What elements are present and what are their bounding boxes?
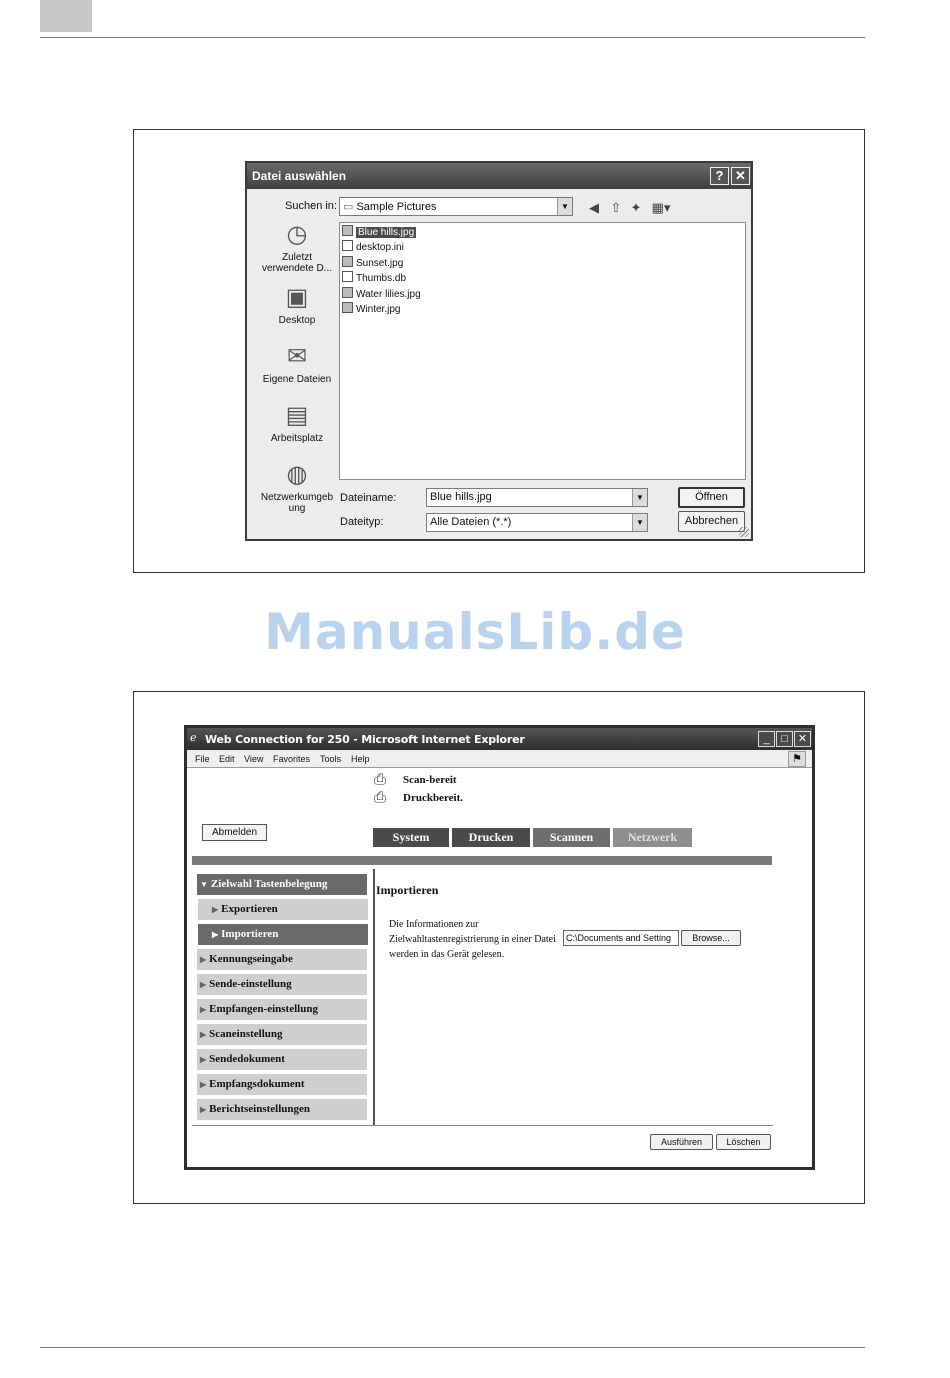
nav-label: Sendedokument bbox=[209, 1053, 285, 1065]
nav-kennungseingabe[interactable] bbox=[197, 949, 367, 970]
file-list[interactable] bbox=[339, 222, 746, 480]
menu-favorites[interactable]: Favorites bbox=[273, 754, 311, 764]
filename-field[interactable] bbox=[426, 488, 648, 507]
chevron-down-icon: ▼ bbox=[557, 198, 572, 215]
help-button[interactable]: ? bbox=[710, 167, 729, 185]
tab-drucken[interactable]: Drucken bbox=[452, 828, 530, 847]
watermark: ManualsLib.de bbox=[264, 603, 686, 661]
page-corner-tab bbox=[40, 0, 92, 32]
triangle-right-icon: ▶ bbox=[200, 1055, 207, 1064]
browser-title: Web Connection for 250 - Microsoft Internet Explorer bbox=[205, 733, 525, 746]
tab-scannen[interactable]: Scannen bbox=[533, 828, 610, 847]
cancel-button[interactable]: Abbrechen bbox=[678, 511, 745, 532]
recent-icon: ◷ bbox=[286, 221, 308, 248]
place-desktop-label: Desktop bbox=[278, 315, 316, 326]
triangle-right-icon: ▶ bbox=[212, 905, 219, 914]
menu-edit[interactable]: Edit bbox=[219, 754, 235, 764]
header-rule bbox=[40, 37, 865, 38]
file-item[interactable] bbox=[342, 256, 403, 270]
menu-help[interactable]: Help bbox=[351, 754, 370, 764]
triangle-right-icon: ▶ bbox=[200, 1105, 207, 1114]
import-description: Die Informationen zur Zielwahltastenregistrierung in einer Datei werden in das Gerät gelesen. bbox=[389, 919, 556, 960]
file-open-dialog bbox=[245, 161, 753, 541]
nav-label: Empfangsdokument bbox=[209, 1078, 305, 1090]
file-name: Sunset.jpg bbox=[356, 258, 404, 269]
file-name: desktop.ini bbox=[356, 242, 404, 253]
nav-exportieren[interactable] bbox=[198, 899, 368, 920]
ie-logo-icon: ℯ bbox=[190, 732, 197, 744]
browser-window bbox=[184, 725, 815, 1170]
triangle-down-icon: ▼ bbox=[200, 880, 208, 889]
nav-label: Scaneinstellung bbox=[209, 1028, 283, 1040]
file-name: Water lilies.jpg bbox=[356, 289, 421, 300]
file-item[interactable] bbox=[342, 287, 421, 301]
look-in-value: Sample Pictures bbox=[356, 201, 437, 213]
triangle-right-icon: ▶ bbox=[200, 955, 207, 964]
nav-label: Exportieren bbox=[221, 903, 278, 915]
sidebar-separator bbox=[373, 869, 375, 1126]
triangle-right-icon: ▶ bbox=[200, 1005, 207, 1014]
run-button[interactable]: Ausführen bbox=[650, 1134, 713, 1150]
filename-label: Dateiname: bbox=[340, 492, 397, 504]
file-path-input[interactable]: C:\Documents and Setting bbox=[563, 930, 679, 946]
file-name: Thumbs.db bbox=[356, 273, 407, 284]
file-item[interactable] bbox=[342, 225, 416, 239]
desktop-icon: ▣ bbox=[285, 284, 309, 311]
scan-status: Scan-bereit bbox=[403, 774, 457, 786]
jpg-file-icon bbox=[342, 302, 353, 313]
new-folder-icon[interactable]: ✦ bbox=[630, 200, 642, 215]
file-name: Winter.jpg bbox=[356, 304, 401, 315]
nav-scaneinstellung[interactable] bbox=[197, 1024, 367, 1045]
scanner-icon: ⎙ bbox=[374, 771, 387, 788]
menu-tools[interactable]: Tools bbox=[320, 754, 342, 764]
dialog-title: Datei auswählen bbox=[252, 169, 347, 183]
up-folder-icon[interactable]: ⇧ bbox=[610, 200, 622, 215]
place-my-documents-label: Eigene Dateien bbox=[262, 374, 332, 385]
resize-grip[interactable] bbox=[739, 527, 749, 537]
filename-value: Blue hills.jpg bbox=[430, 491, 492, 503]
header-divider-bar bbox=[192, 856, 772, 865]
jpg-file-icon bbox=[342, 256, 353, 267]
delete-button[interactable]: Löschen bbox=[716, 1134, 771, 1150]
open-button[interactable]: Öffnen bbox=[678, 487, 745, 508]
triangle-right-icon: ▶ bbox=[200, 1030, 207, 1039]
nav-label: Zielwahl Tastenbelegung bbox=[210, 878, 328, 890]
file-name: Blue hills.jpg bbox=[358, 227, 415, 238]
dialog-close-button[interactable]: ✕ bbox=[731, 167, 750, 185]
nav-label: Importieren bbox=[221, 928, 279, 940]
menu-bar bbox=[187, 750, 812, 768]
place-desktop[interactable] bbox=[255, 284, 339, 326]
file-item[interactable] bbox=[342, 240, 404, 254]
dialog-titlebar[interactable] bbox=[247, 163, 751, 189]
windows-flag-icon: ⚑ bbox=[788, 751, 806, 767]
ini-file-icon bbox=[342, 240, 353, 251]
nav-berichtseinstellungen[interactable] bbox=[197, 1099, 367, 1120]
triangle-right-icon: ▶ bbox=[200, 980, 207, 989]
place-recent-label: Zuletzt verwendete D... bbox=[261, 252, 333, 274]
jpg-file-icon bbox=[342, 225, 353, 236]
filetype-dropdown[interactable] bbox=[426, 513, 648, 532]
place-network-label: Netzwerkumgeb ung bbox=[260, 492, 334, 514]
db-file-icon bbox=[342, 271, 353, 282]
filetype-value: Alle Dateien (*.*) bbox=[430, 516, 512, 528]
file-item[interactable] bbox=[342, 271, 406, 285]
nav-zielwahl-tastenbelegung[interactable] bbox=[197, 874, 367, 895]
triangle-right-icon: ▶ bbox=[212, 930, 219, 939]
browse-button[interactable]: Browse... bbox=[681, 930, 741, 946]
place-recent[interactable] bbox=[255, 221, 339, 274]
nav-empfangsdokument[interactable] bbox=[197, 1074, 367, 1095]
filetype-label: Dateityp: bbox=[340, 516, 384, 528]
nav-label: Sende-einstellung bbox=[209, 978, 292, 990]
chevron-down-icon: ▼ bbox=[632, 514, 647, 531]
footer-divider bbox=[192, 1125, 773, 1126]
my-documents-icon: ✉ bbox=[286, 343, 308, 370]
nav-sende-einstellung[interactable] bbox=[197, 974, 367, 995]
my-computer-icon: ▤ bbox=[285, 402, 309, 429]
section-title: Importieren bbox=[376, 883, 439, 897]
tab-system[interactable]: System bbox=[373, 828, 449, 847]
back-icon[interactable]: ◀ bbox=[589, 200, 599, 215]
logout-button[interactable]: Abmelden bbox=[202, 824, 267, 841]
footer-rule bbox=[40, 1347, 865, 1348]
nav-label: Berichtseinstellungen bbox=[209, 1103, 310, 1115]
nav-label: Kennungseingabe bbox=[209, 953, 293, 965]
place-my-computer[interactable] bbox=[255, 402, 339, 444]
menu-file[interactable]: File bbox=[195, 754, 210, 764]
nav-importieren[interactable] bbox=[198, 924, 368, 945]
menu-view[interactable]: View bbox=[244, 754, 264, 764]
place-network[interactable] bbox=[255, 461, 339, 514]
look-in-label: Suchen in: bbox=[285, 200, 337, 212]
print-status: Druckbereit. bbox=[403, 792, 463, 804]
tab-netzwerk[interactable]: Netzwerk bbox=[613, 828, 692, 847]
maximize-button[interactable]: □ bbox=[776, 731, 793, 747]
file-item[interactable] bbox=[342, 302, 400, 316]
window-close-button[interactable]: ✕ bbox=[794, 731, 811, 747]
place-my-documents[interactable] bbox=[255, 343, 339, 385]
minimize-button[interactable]: _ bbox=[758, 731, 775, 747]
triangle-right-icon: ▶ bbox=[200, 1080, 207, 1089]
look-in-dropdown[interactable] bbox=[339, 197, 573, 216]
nav-label: Empfangen-einstellung bbox=[209, 1003, 318, 1015]
chevron-down-icon: ▼ bbox=[632, 489, 647, 506]
jpg-file-icon bbox=[342, 287, 353, 298]
network-icon: ◍ bbox=[286, 461, 308, 488]
view-menu-icon[interactable]: ▦▾ bbox=[651, 200, 671, 215]
place-my-computer-label: Arbeitsplatz bbox=[270, 433, 324, 444]
folder-icon: ▭ bbox=[343, 201, 357, 213]
nav-sendedokument[interactable] bbox=[197, 1049, 367, 1070]
browser-titlebar[interactable] bbox=[187, 728, 812, 750]
printer-icon: ⎙ bbox=[374, 789, 387, 806]
nav-empfangen-einstellung[interactable] bbox=[197, 999, 367, 1020]
